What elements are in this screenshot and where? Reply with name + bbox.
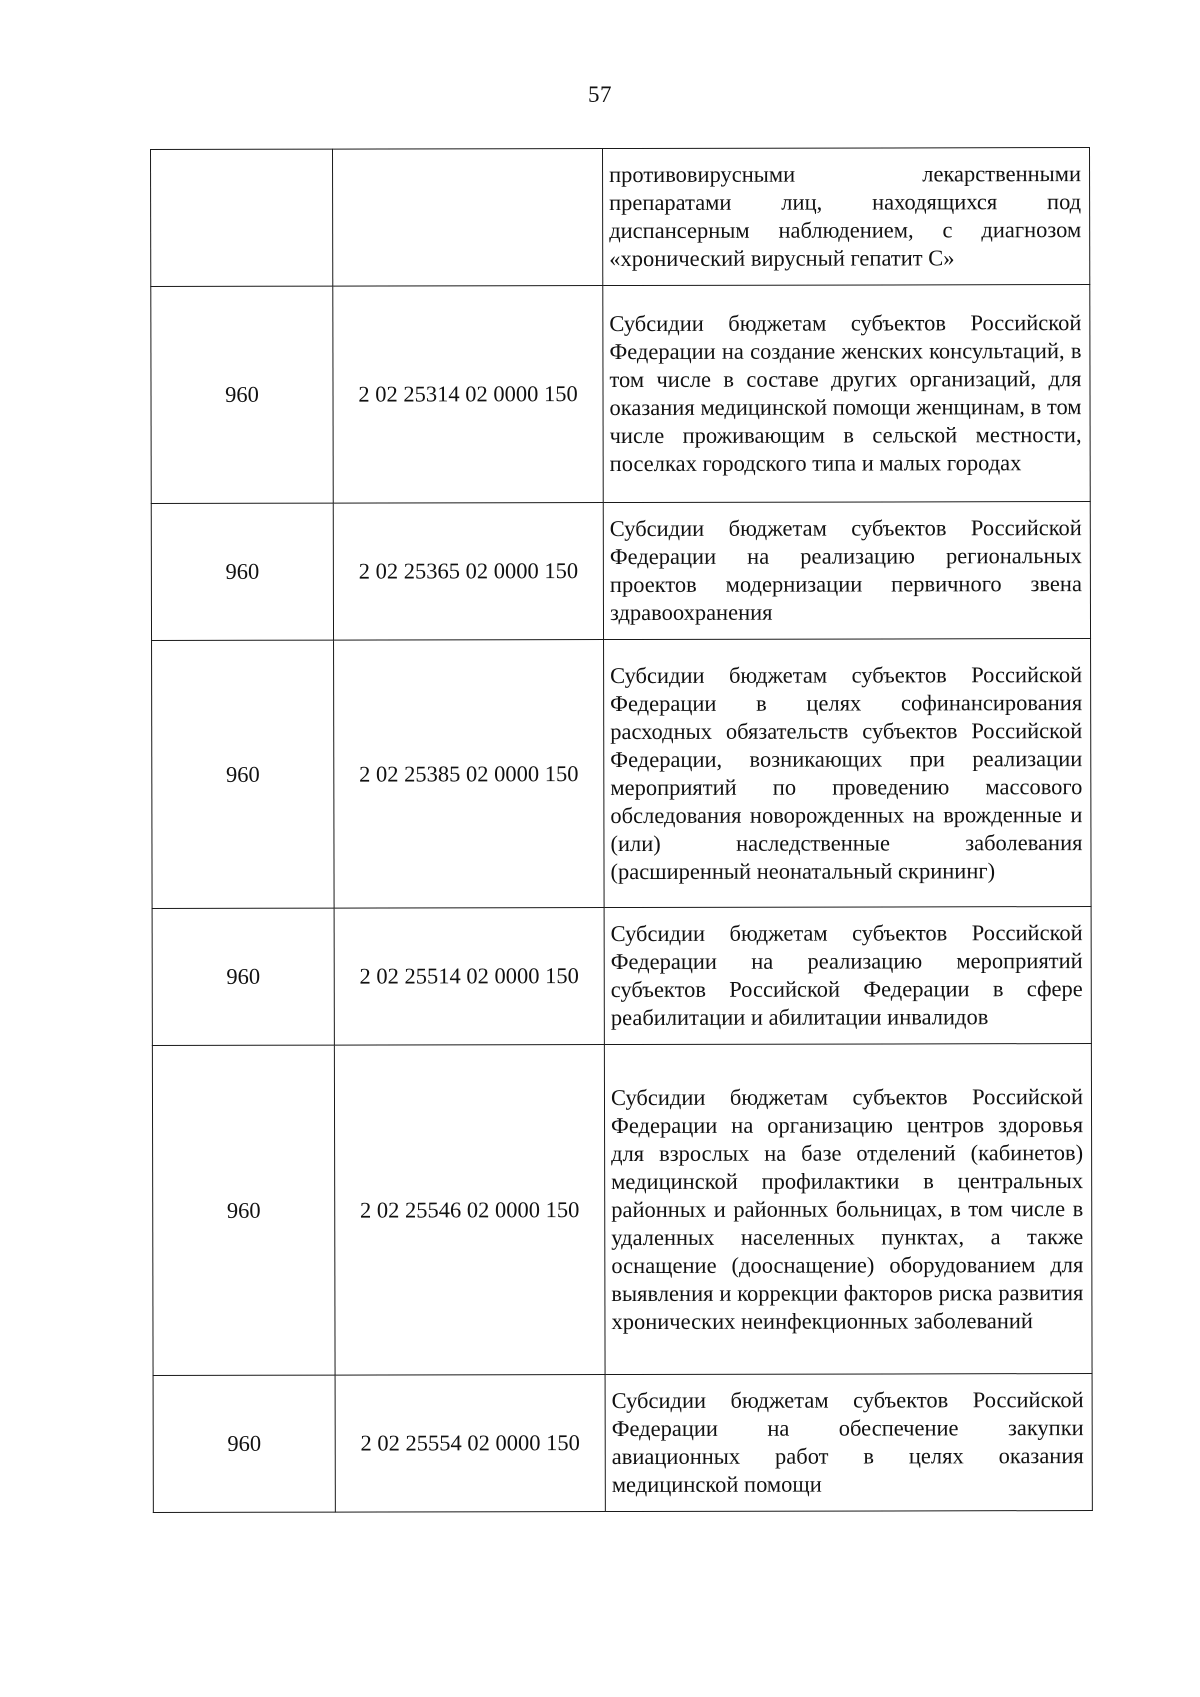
table-row xyxy=(153,1374,1092,1513)
admin-code-cell: 960 xyxy=(151,503,333,640)
admin-code-cell: 960 xyxy=(152,1045,335,1375)
budget-code-cell: 2 02 25514 02 0000 150 xyxy=(334,908,604,1046)
budget-code-cell xyxy=(333,149,603,287)
budget-table xyxy=(150,147,1093,1513)
budget-code-cell: 2 02 25554 02 0000 150 xyxy=(335,1375,605,1513)
admin-code-cell xyxy=(151,149,333,286)
income-name-cell: Субсидии бюджетам субъектов Российской Федерации на обеспечение закупки авиационных работ в целях оказания медицинской помощи xyxy=(605,1374,1092,1512)
income-name-cell: Субсидии бюджетам субъектов Российской Федерации на реализацию мероприятий субъектов Российской Федерации в сфере реабилитации и абилитации инвалидов xyxy=(604,907,1091,1045)
income-name-cell: Субсидии бюджетам субъектов Российской Федерации на реализацию региональных проектов модернизации первичного звена здравоохранения xyxy=(603,502,1090,640)
admin-code-cell: 960 xyxy=(153,1375,335,1512)
income-name-cell: Субсидии бюджетам субъектов Российской Федерации в целях софинансирования расходных обязательств субъектов Российской Федерации, возникающих при реализации мероприятий по проведению массового обследования новорожденных на врожденные и (или) наследственные заболевания (расширенный неонатальный скрининг) xyxy=(604,639,1092,908)
table-row xyxy=(152,907,1091,1046)
income-name-cell: Субсидии бюджетам субъектов Российской Федерации на организацию центров здоровья для взрослых на базе отделений (кабинетов) медицинской профилактики в центральных районных и районных больницах, в том числе в удаленных населенных пунктах, а также оснащение (дооснащение) оборудованием для выявления и коррекции факторов риска развития хронических неинфекционных заболеваний xyxy=(604,1044,1092,1375)
table-row xyxy=(152,639,1092,909)
budget-code-cell: 2 02 25365 02 0000 150 xyxy=(333,503,603,641)
budget-code-cell: 2 02 25385 02 0000 150 xyxy=(334,640,605,909)
table-row xyxy=(151,285,1090,504)
admin-code-cell: 960 xyxy=(152,640,335,908)
table-row xyxy=(152,1044,1092,1376)
income-name-cell: противовирусными лекарственными препаратами лиц, находящихся под диспансерным наблюдением, с диагнозом «хронический вирусный гепатит С» xyxy=(603,148,1090,286)
table-row xyxy=(151,148,1090,287)
table-row xyxy=(151,502,1090,641)
income-name-cell: Субсидии бюджетам субъектов Российской Федерации на создание женских консультаций, в том числе в составе других организаций, для оказания медицинской помощи женщинам, в том числе проживающим в сельской местности, поселках городского типа и малых городах xyxy=(603,285,1090,503)
admin-code-cell: 960 xyxy=(151,286,333,503)
admin-code-cell: 960 xyxy=(152,908,334,1045)
budget-code-cell: 2 02 25546 02 0000 150 xyxy=(334,1045,605,1376)
page-number: 57 xyxy=(588,82,612,107)
budget-code-cell: 2 02 25314 02 0000 150 xyxy=(333,286,603,504)
